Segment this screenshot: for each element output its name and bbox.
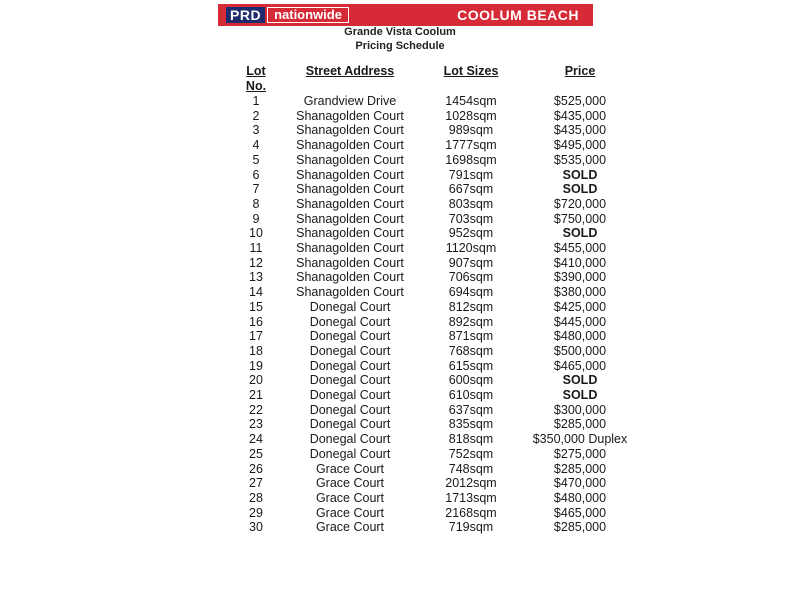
column-header-lot-line1: Lot <box>246 64 266 78</box>
table-row <box>230 417 636 432</box>
lot-size: 835sqm <box>448 417 494 432</box>
lot-price: $535,000 <box>553 152 607 167</box>
nationwide-logo: nationwide <box>267 7 349 23</box>
table-body <box>230 94 636 535</box>
street-address: Donegal Court <box>309 446 391 461</box>
table-row <box>230 153 636 168</box>
lot-price: $455,000 <box>553 241 607 256</box>
table-row <box>230 182 636 197</box>
lot-size: 952sqm <box>448 226 494 241</box>
lot-number: 21 <box>249 388 263 403</box>
street-address: Shanagolden Court <box>296 138 404 153</box>
lot-price: $525,000 <box>553 94 607 108</box>
lot-size: 706sqm <box>448 270 494 285</box>
lot-size: 1454sqm <box>445 94 497 108</box>
lot-number: 11 <box>249 241 263 256</box>
lot-number: 30 <box>249 520 263 535</box>
column-header-price: Price <box>564 64 596 78</box>
lot-price: $465,000 <box>553 358 607 373</box>
street-address: Grace Court <box>315 505 385 520</box>
lot-number: 16 <box>249 314 263 329</box>
lot-number: 25 <box>249 446 263 461</box>
lot-size: 694sqm <box>448 285 494 300</box>
lot-size: 637sqm <box>448 402 494 417</box>
lot-size: 803sqm <box>448 196 494 211</box>
street-address: Grandview Drive <box>303 94 397 108</box>
table-row <box>230 388 636 403</box>
street-address: Shanagolden Court <box>296 285 404 300</box>
table-row <box>230 476 636 491</box>
lot-price: $445,000 <box>553 314 607 329</box>
street-address: Shanagolden Court <box>296 196 404 211</box>
lot-price: $470,000 <box>553 476 607 491</box>
street-address: Grace Court <box>315 520 385 535</box>
lot-number: 12 <box>249 255 263 270</box>
lot-number: 22 <box>249 402 263 417</box>
lot-size: 1698sqm <box>445 152 497 167</box>
column-header-address: Street Address <box>305 64 395 78</box>
lot-size: 2012sqm <box>445 476 497 491</box>
lot-price: SOLD <box>562 167 598 182</box>
lot-size: 719sqm <box>448 520 494 535</box>
lot-number: 19 <box>249 358 263 373</box>
lot-price: $500,000 <box>553 343 607 358</box>
street-address: Donegal Court <box>309 402 391 417</box>
table-row <box>230 491 636 506</box>
lot-number: 4 <box>252 138 260 153</box>
street-address: Donegal Court <box>309 358 391 373</box>
lot-number: 7 <box>252 182 260 197</box>
table-row <box>230 94 636 109</box>
lot-number: 5 <box>252 152 260 167</box>
table-row <box>230 270 636 285</box>
lot-number: 15 <box>249 299 263 314</box>
street-address: Donegal Court <box>309 314 391 329</box>
lot-size: 818sqm <box>448 432 494 447</box>
table-row <box>230 520 636 535</box>
lot-size: 768sqm <box>448 343 494 358</box>
lot-number: 1 <box>252 94 260 108</box>
lot-price: SOLD <box>562 388 598 403</box>
lot-number: 27 <box>249 476 263 491</box>
lot-number: 10 <box>249 226 263 241</box>
lot-price: $380,000 <box>553 285 607 300</box>
lot-price: $275,000 <box>553 446 607 461</box>
lot-price: $410,000 <box>553 255 607 270</box>
lot-size: 791sqm <box>448 167 494 182</box>
lot-size: 1028sqm <box>445 108 497 123</box>
lot-number: 29 <box>249 505 263 520</box>
lot-number: 8 <box>252 196 260 211</box>
street-address: Shanagolden Court <box>296 182 404 197</box>
table-row <box>230 109 636 124</box>
table-header-row <box>230 64 636 94</box>
lot-number: 2 <box>252 108 260 123</box>
pricing-table <box>230 64 636 535</box>
lot-size: 1713sqm <box>445 490 497 505</box>
lot-price: $480,000 <box>553 490 607 505</box>
lot-size: 752sqm <box>448 446 494 461</box>
lot-price: $495,000 <box>553 138 607 153</box>
lot-number: 23 <box>249 417 263 432</box>
table-row <box>230 506 636 521</box>
street-address: Shanagolden Court <box>296 255 404 270</box>
street-address: Donegal Court <box>309 299 391 314</box>
table-row <box>230 168 636 183</box>
lot-price: $750,000 <box>553 211 607 226</box>
table-row <box>230 123 636 138</box>
table-row <box>230 285 636 300</box>
lot-price: $425,000 <box>553 299 607 314</box>
table-row <box>230 226 636 241</box>
street-address: Shanagolden Court <box>296 211 404 226</box>
lot-size: 989sqm <box>448 123 494 138</box>
street-address: Shanagolden Court <box>296 152 404 167</box>
lot-size: 615sqm <box>448 358 494 373</box>
lot-size: 907sqm <box>448 255 494 270</box>
lot-size: 812sqm <box>448 299 494 314</box>
lot-price: SOLD <box>562 226 598 241</box>
street-address: Grace Court <box>315 476 385 491</box>
document-subtitle: Pricing Schedule <box>355 40 445 52</box>
lot-size: 600sqm <box>448 373 494 388</box>
street-address: Shanagolden Court <box>296 241 404 256</box>
street-address: Grace Court <box>315 490 385 505</box>
lot-number: 9 <box>252 211 260 226</box>
lot-price: $300,000 <box>553 402 607 417</box>
street-address: Donegal Court <box>309 388 391 403</box>
lot-size: 892sqm <box>448 314 494 329</box>
street-address: Donegal Court <box>309 343 391 358</box>
lot-number: 14 <box>249 285 263 300</box>
street-address: Shanagolden Court <box>296 270 404 285</box>
lot-number: 24 <box>249 432 263 447</box>
street-address: Donegal Court <box>309 329 391 344</box>
table-row <box>230 212 636 227</box>
lot-size: 1120sqm <box>445 241 497 256</box>
lot-number: 20 <box>249 373 263 388</box>
lot-price: $465,000 <box>553 505 607 520</box>
lot-number: 17 <box>249 329 263 344</box>
street-address: Shanagolden Court <box>296 226 404 241</box>
lot-size: 748sqm <box>448 461 494 476</box>
lot-number: 28 <box>249 490 263 505</box>
street-address: Shanagolden Court <box>296 123 404 138</box>
lot-size: 610sqm <box>448 388 494 403</box>
table-row <box>230 138 636 153</box>
table-row <box>230 373 636 388</box>
table-row <box>230 300 636 315</box>
street-address: Donegal Court <box>309 417 391 432</box>
lot-price: $435,000 <box>553 108 607 123</box>
lot-number: 18 <box>249 343 263 358</box>
table-row <box>230 241 636 256</box>
table-row <box>230 432 636 447</box>
table-row <box>230 462 636 477</box>
lot-size: 703sqm <box>448 211 494 226</box>
lot-price: SOLD <box>562 373 598 388</box>
street-address: Donegal Court <box>309 432 391 447</box>
table-row <box>230 197 636 212</box>
prd-logo: PRD <box>226 7 265 23</box>
lot-size: 1777sqm <box>445 138 497 153</box>
lot-number: 3 <box>252 123 260 138</box>
street-address: Shanagolden Court <box>296 108 404 123</box>
table-row <box>230 256 636 271</box>
lot-number: 26 <box>249 461 263 476</box>
street-address: Shanagolden Court <box>296 167 404 182</box>
column-header-lot-line2: No. <box>245 79 267 93</box>
table-row <box>230 403 636 418</box>
lot-price: SOLD <box>562 182 598 197</box>
lot-price: $285,000 <box>553 461 607 476</box>
table-row <box>230 315 636 330</box>
lot-price: $720,000 <box>553 196 607 211</box>
office-location: COOLUM BEACH <box>457 7 579 23</box>
lot-number: 6 <box>252 167 260 182</box>
table-row <box>230 359 636 374</box>
header-banner <box>218 4 593 26</box>
lot-size: 667sqm <box>448 182 494 197</box>
lot-price: $285,000 <box>553 417 607 432</box>
document-title: Grande Vista Coolum <box>344 26 456 38</box>
lot-price: $350,000 Duplex <box>532 432 628 447</box>
lot-size: 871sqm <box>448 329 494 344</box>
street-address: Donegal Court <box>309 373 391 388</box>
lot-price: $435,000 <box>553 123 607 138</box>
lot-size: 2168sqm <box>445 505 497 520</box>
street-address: Grace Court <box>315 461 385 476</box>
table-row <box>230 329 636 344</box>
lot-price: $285,000 <box>553 520 607 535</box>
column-header-size: Lot Sizes <box>443 64 499 78</box>
lot-number: 13 <box>249 270 263 285</box>
table-row <box>230 447 636 462</box>
lot-price: $480,000 <box>553 329 607 344</box>
column-header-lot <box>230 64 282 94</box>
table-row <box>230 344 636 359</box>
lot-price: $390,000 <box>553 270 607 285</box>
